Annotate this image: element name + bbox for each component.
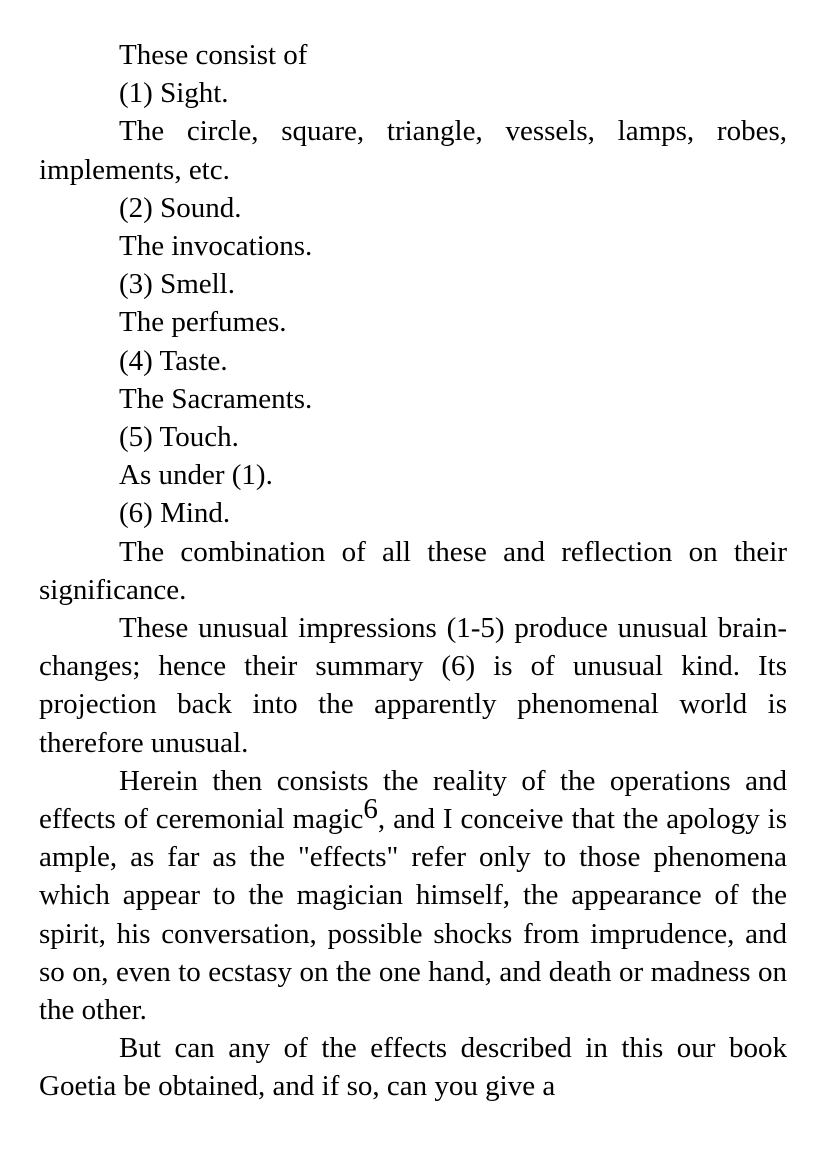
heading-mind: (6) Mind. bbox=[119, 497, 231, 530]
paragraph-impressions: These unusual impressions (1-5) produce unusual brain-changes; hence their summary (6) is of unusual kind. Its projection back into the apparently phenomenal world is therefore unusual. bbox=[39, 612, 787, 759]
heading-sound: (2) Sound. bbox=[119, 191, 242, 224]
paragraph-smell: The perfumes. bbox=[119, 306, 287, 339]
heading-sight: (1) Sight. bbox=[119, 77, 229, 110]
footnote-marker[interactable]: 6 bbox=[363, 793, 378, 826]
paragraph-taste: The Sacraments. bbox=[119, 382, 313, 415]
heading-taste: (4) Taste. bbox=[119, 344, 228, 377]
heading-smell: (3) Smell. bbox=[119, 268, 235, 301]
heading-touch: (5) Touch. bbox=[119, 421, 239, 454]
paragraph-touch: As under (1). bbox=[119, 459, 273, 492]
paragraph-sight: The circle, square, triangle, vessels, lamps, robes, implements, etc. bbox=[39, 115, 787, 186]
paragraph-goetia: But can any of the effects described in this our book Goetia be obtained, and if so, can you give a bbox=[39, 1032, 787, 1103]
paragraph-reality-after: , and I conceive that the apology is ample, as far as the "effects" refer only to those phenomena which appear to the magician himself, the appearance of the spirit, his conversation, possible shocks from imprudence, and so on, even to ecstasy on the one hand, and death or madness on the other. bbox=[39, 803, 787, 1027]
paragraph-reality bbox=[39, 762, 787, 1029]
paragraph-sound: The invocations. bbox=[119, 230, 313, 263]
paragraph-intro: These consist of bbox=[119, 39, 308, 71]
document-page bbox=[39, 36, 787, 1106]
paragraph-mind: The combination of all these and reflection on their significance. bbox=[39, 535, 787, 606]
paragraph-reality-before: Herein then consists the reality of the operations and effects of ceremonial magic bbox=[39, 764, 787, 836]
